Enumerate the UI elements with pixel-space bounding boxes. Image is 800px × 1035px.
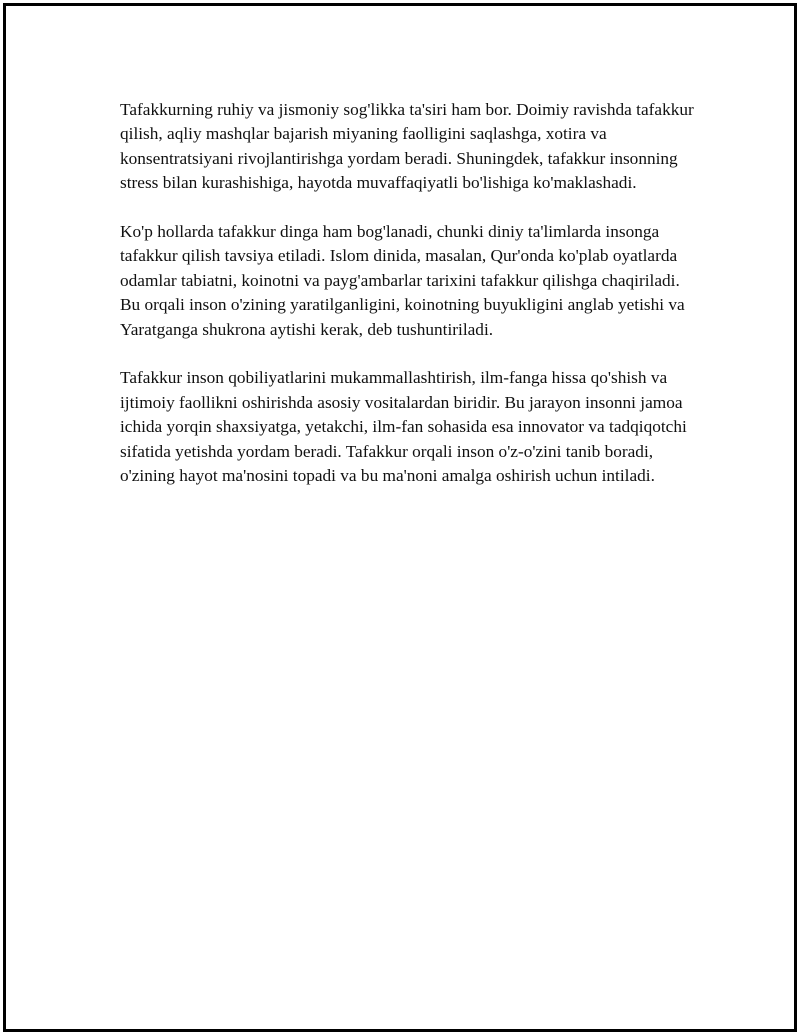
paragraph-3: Tafakkur inson qobiliyatlarini mukammallashtirish, ilm-fanga hissa qo'shish va ijtimoiy faollikni oshirishda asosiy vositalardan biridir. Bu jarayon insonni jamoa ichida yorqin shaxsiyatga, yetakchi, ilm-fan sohasida esa innovator va tadqiqotchi sifatida yetishda yordam beradi. Tafakkur orqali inson o'z-o'zini tanib boradi, o'zining hayot ma'nosini topadi va bu ma'noni amalga oshirish uchun intiladi. — [120, 368, 687, 486]
page-frame — [3, 3, 797, 1032]
page-content — [120, 98, 695, 513]
paragraph-2: Ko'p hollarda tafakkur dinga ham bog'lanadi, chunki diniy ta'limlarda insonga tafakkur qilish tavsiya etiladi. Islom dinida, masalan, Qur'onda ko'plab oyatlarda odamlar tabiatni, koinotni va payg'ambarlar tarixini tafakkur qilishga chaqiriladi. Bu orqali inson o'zining yaratilganligini, koinotning buyukligini anglab yetishi va Yaratganga shukrona aytishi kerak, deb tushuntiriladi. — [120, 222, 685, 339]
paragraph-1: Tafakkurning ruhiy va jismoniy sog'likka ta'siri ham bor. Doimiy ravishda tafakkur qilish, aqliy mashqlar bajarish miyaning faolligini saqlashga, xotira va konsentratsiyani rivojlantirishga yordam beradi. Shuningdek, tafakkur insonning stress bilan kurashishiga, hayotda muvaffaqiyatli bo'lishiga ko'maklashadi. — [120, 100, 694, 193]
